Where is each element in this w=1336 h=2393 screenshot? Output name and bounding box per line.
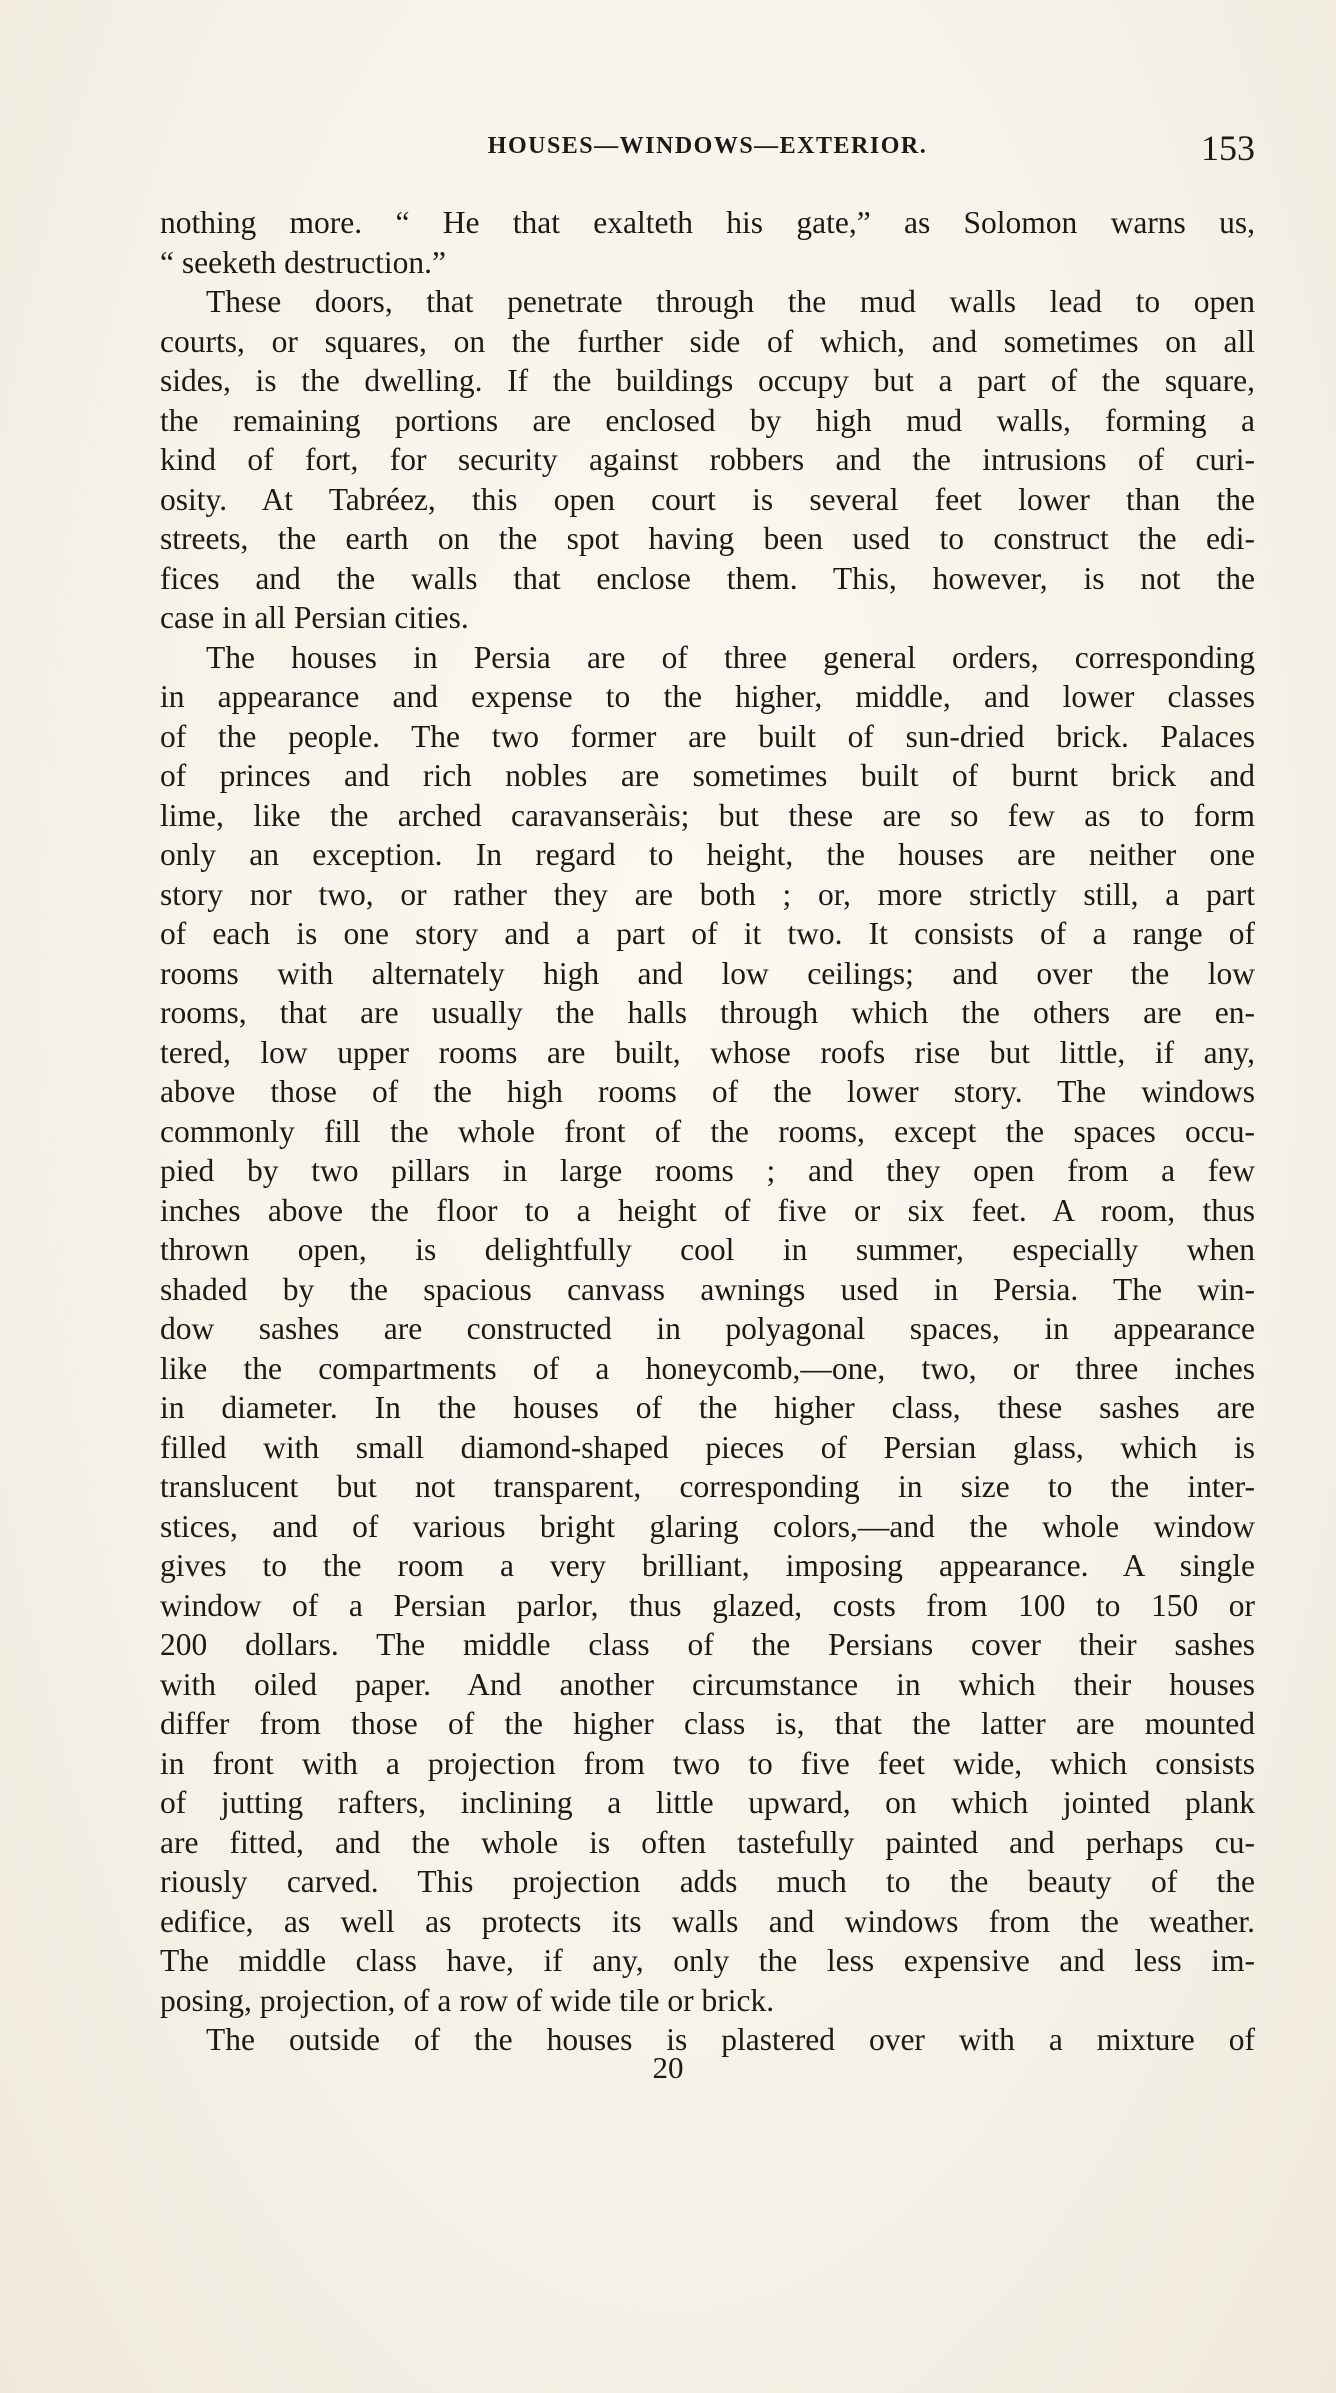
text-line: osity. At Tabréez, this open court is several feet lower than the: [160, 481, 1255, 517]
text-line: riously carved. This projection adds much to the beauty of the: [160, 1864, 1255, 1899]
text-line: tered, low upper rooms are built, whose roofs rise but little, if any,: [160, 1034, 1255, 1070]
body-text: [160, 203, 1255, 2060]
text-line: differ from those of the higher class is, that the latter are mounted: [160, 1706, 1255, 1741]
text-line: stices, and of various bright glaring colors,—and the whole window: [160, 1508, 1255, 1544]
text-line: thrown open, is delightfully cool in summer, especially when: [160, 1232, 1255, 1267]
text-line: of the people. The two former are built of sun-dried brick. Palaces: [160, 718, 1255, 754]
page-number: 153: [1201, 128, 1255, 168]
text-line: in diameter. In the houses of the higher class, these sashes are: [160, 1390, 1255, 1425]
text-line: 200 dollars. The middle class of the Persians cover their sashes: [160, 1627, 1255, 1662]
text-line: window of a Persian parlor, thus glazed, costs from 100 to 150 or: [160, 1587, 1255, 1623]
text-line: edifice, as well as protects its walls and windows from the weather.: [160, 1903, 1255, 1939]
text-line: in front with a projection from two to five feet wide, which consists: [160, 1745, 1255, 1781]
text-line: “ seeketh destruction.”: [160, 244, 447, 280]
text-line: above those of the high rooms of the lower story. The windows: [160, 1074, 1255, 1109]
text-line: case in all Persian cities.: [160, 600, 469, 635]
text-line: shaded by the spacious canvass awnings used in Persia. The win-: [160, 1271, 1255, 1307]
text-line: pied by two pillars in large rooms ; and they open from a few: [160, 1153, 1255, 1188]
text-line: The houses in Persia are of three general orders, corresponding: [206, 639, 1255, 675]
signature-mark: 20: [652, 2050, 684, 2085]
text-line: the remaining portions are enclosed by high mud walls, forming a: [160, 402, 1255, 438]
text-line: of jutting rafters, inclining a little upward, on which jointed plank: [160, 1785, 1255, 1820]
text-line: filled with small diamond-shaped pieces of Persian glass, which is: [160, 1429, 1255, 1465]
text-line: like the compartments of a honeycomb,—one, two, or three inches: [160, 1350, 1255, 1386]
text-line: The middle class have, if any, only the less expensive and less im-: [160, 1943, 1255, 1978]
text-line: streets, the earth on the spot having been used to construct the edi-: [160, 521, 1255, 556]
text-line: lime, like the arched caravanseràis; but these are so few as to form: [160, 797, 1255, 833]
text-line: kind of fort, for security against robbers and the intrusions of curi-: [160, 442, 1255, 477]
text-line: courts, or squares, on the further side of which, and sometimes on all: [160, 323, 1255, 359]
text-line: story nor two, or rather they are both ; or, more strictly still, a part: [160, 876, 1255, 912]
text-line: only an exception. In regard to height, the houses are neither one: [160, 837, 1255, 872]
text-line: rooms, that are usually the halls through which the others are en-: [160, 995, 1255, 1030]
text-line: of each is one story and a part of it two. It consists of a range of: [160, 916, 1255, 951]
text-line: rooms with alternately high and low ceilings; and over the low: [160, 955, 1255, 991]
text-line: of princes and rich nobles are sometimes built of burnt brick and: [160, 758, 1255, 793]
text-line: These doors, that penetrate through the mud walls lead to open: [206, 284, 1255, 319]
text-line: The outside of the houses is plastered over with a mixture of: [206, 2022, 1255, 2057]
text-line: are fitted, and the whole is often tastefully painted and perhaps cu-: [160, 1824, 1255, 1860]
text-line: gives to the room a very brilliant, imposing appearance. A single: [160, 1548, 1255, 1583]
running-title: HOUSES—WINDOWS—EXTERIOR.: [487, 133, 928, 159]
text-line: commonly fill the whole front of the rooms, except the spaces occu-: [160, 1113, 1255, 1149]
text-line: with oiled paper. And another circumstance in which their houses: [160, 1666, 1255, 1702]
text-line: sides, is the dwelling. If the buildings occupy but a part of the square,: [160, 363, 1255, 398]
text-line: nothing more. “ He that exalteth his gate,” as Solomon warns us,: [160, 205, 1255, 240]
text-line: inches above the floor to a height of five or six feet. A room, thus: [160, 1192, 1255, 1228]
text-line: translucent but not transparent, corresponding in size to the inter-: [160, 1469, 1255, 1504]
text-line: in appearance and expense to the higher, middle, and lower classes: [160, 679, 1255, 714]
running-head: [160, 127, 1255, 169]
text-line: fices and the walls that enclose them. This, however, is not the: [160, 560, 1255, 596]
text-line: posing, projection, of a row of wide tile or brick.: [160, 1982, 775, 2018]
text-line: dow sashes are constructed in polyagonal spaces, in appearance: [160, 1311, 1255, 1346]
